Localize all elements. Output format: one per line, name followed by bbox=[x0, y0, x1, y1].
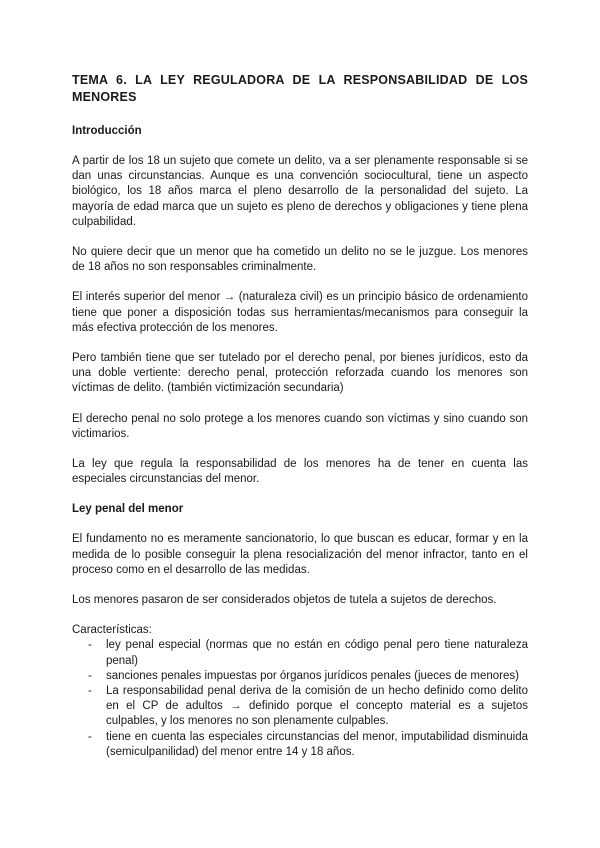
document-title: TEMA 6. LA LEY REGULADORA DE LA RESPONSABILIDAD DE LOS MENORES bbox=[72, 73, 528, 104]
dash-bullet: - bbox=[88, 669, 92, 682]
paragraph: Los menores pasaron de ser considerados objetos de tutela a sujetos de derechos. bbox=[72, 594, 497, 607]
list-intro: Características: bbox=[72, 624, 152, 637]
list-item bbox=[72, 638, 528, 668]
paragraph: El fundamento no es meramente sancionatorio, lo que buscan es educar, formar y en la medida de lo posible conseguir la plena resocialización del menor infractor, tanto en el proceso como en el desarrollo de las medidas. bbox=[72, 533, 528, 576]
dash-bullet: - bbox=[88, 730, 92, 743]
dash-bullet: - bbox=[88, 639, 92, 652]
paragraph: El derecho penal no solo protege a los menores cuando son víctimas y sino cuando son victimarios. bbox=[72, 412, 528, 440]
list-item bbox=[72, 669, 528, 684]
section-heading-ley-penal: Ley penal del menor bbox=[72, 503, 184, 516]
paragraph: La ley que regula la responsabilidad de los menores ha de tener en cuenta las especiales circunstancias del menor. bbox=[72, 458, 528, 486]
list-item bbox=[72, 730, 528, 760]
paragraph: El interés superior del menor → (naturaleza civil) es un principio básico de ordenamiento tiene que poner a disposición todas sus herramientas/mecanismos para conseguir la más efectiva protección de los menores. bbox=[72, 291, 528, 334]
list-item-text: tiene en cuenta las especiales circunstancias del menor, imputabilidad disminuida (semiculpanilidad) del menor entre 14 y 18 años. bbox=[106, 730, 528, 758]
document-page bbox=[72, 72, 528, 760]
paragraph: No quiere decir que un menor que ha cometido un delito no se le juzgue. Los menores de 18 años no son responsables criminalmente. bbox=[72, 246, 528, 274]
dash-bullet: - bbox=[88, 685, 92, 698]
paragraph: Pero también tiene que ser tutelado por el derecho penal, por bienes jurídicos, esto da una doble vertiente: derecho penal, protección reforzada cuando los menores son víctimas de delito. (también victimización secundaria) bbox=[72, 352, 528, 395]
paragraph: A partir de los 18 un sujeto que comete un delito, va a ser plenamente responsable si se dan unas circunstancias. Aunque es una convención sociocultural, tiene un aspecto biológico, los 18 años marca el pleno desarrollo de la personalidad del sujeto. La mayoría de edad marca que un sujeto es pleno de derechos y obligaciones y tiene plena culpabilidad. bbox=[72, 155, 528, 228]
list-item-text: sanciones penales impuestas por órganos jurídicos penales (jueces de menores) bbox=[106, 669, 519, 682]
list-item bbox=[72, 684, 528, 730]
list-item-text: La responsabilidad penal deriva de la comisión de un hecho definido como delito en el CP de adultos → definido porque el concepto material es a sujetos culpables, y los menores no son plenamente culpables. bbox=[106, 685, 528, 728]
list-item-text: ley penal especial (normas que no están en código penal pero tiene naturaleza penal) bbox=[106, 639, 528, 667]
characteristics-list bbox=[72, 638, 528, 760]
section-heading-introduccion: Introducción bbox=[72, 125, 142, 137]
